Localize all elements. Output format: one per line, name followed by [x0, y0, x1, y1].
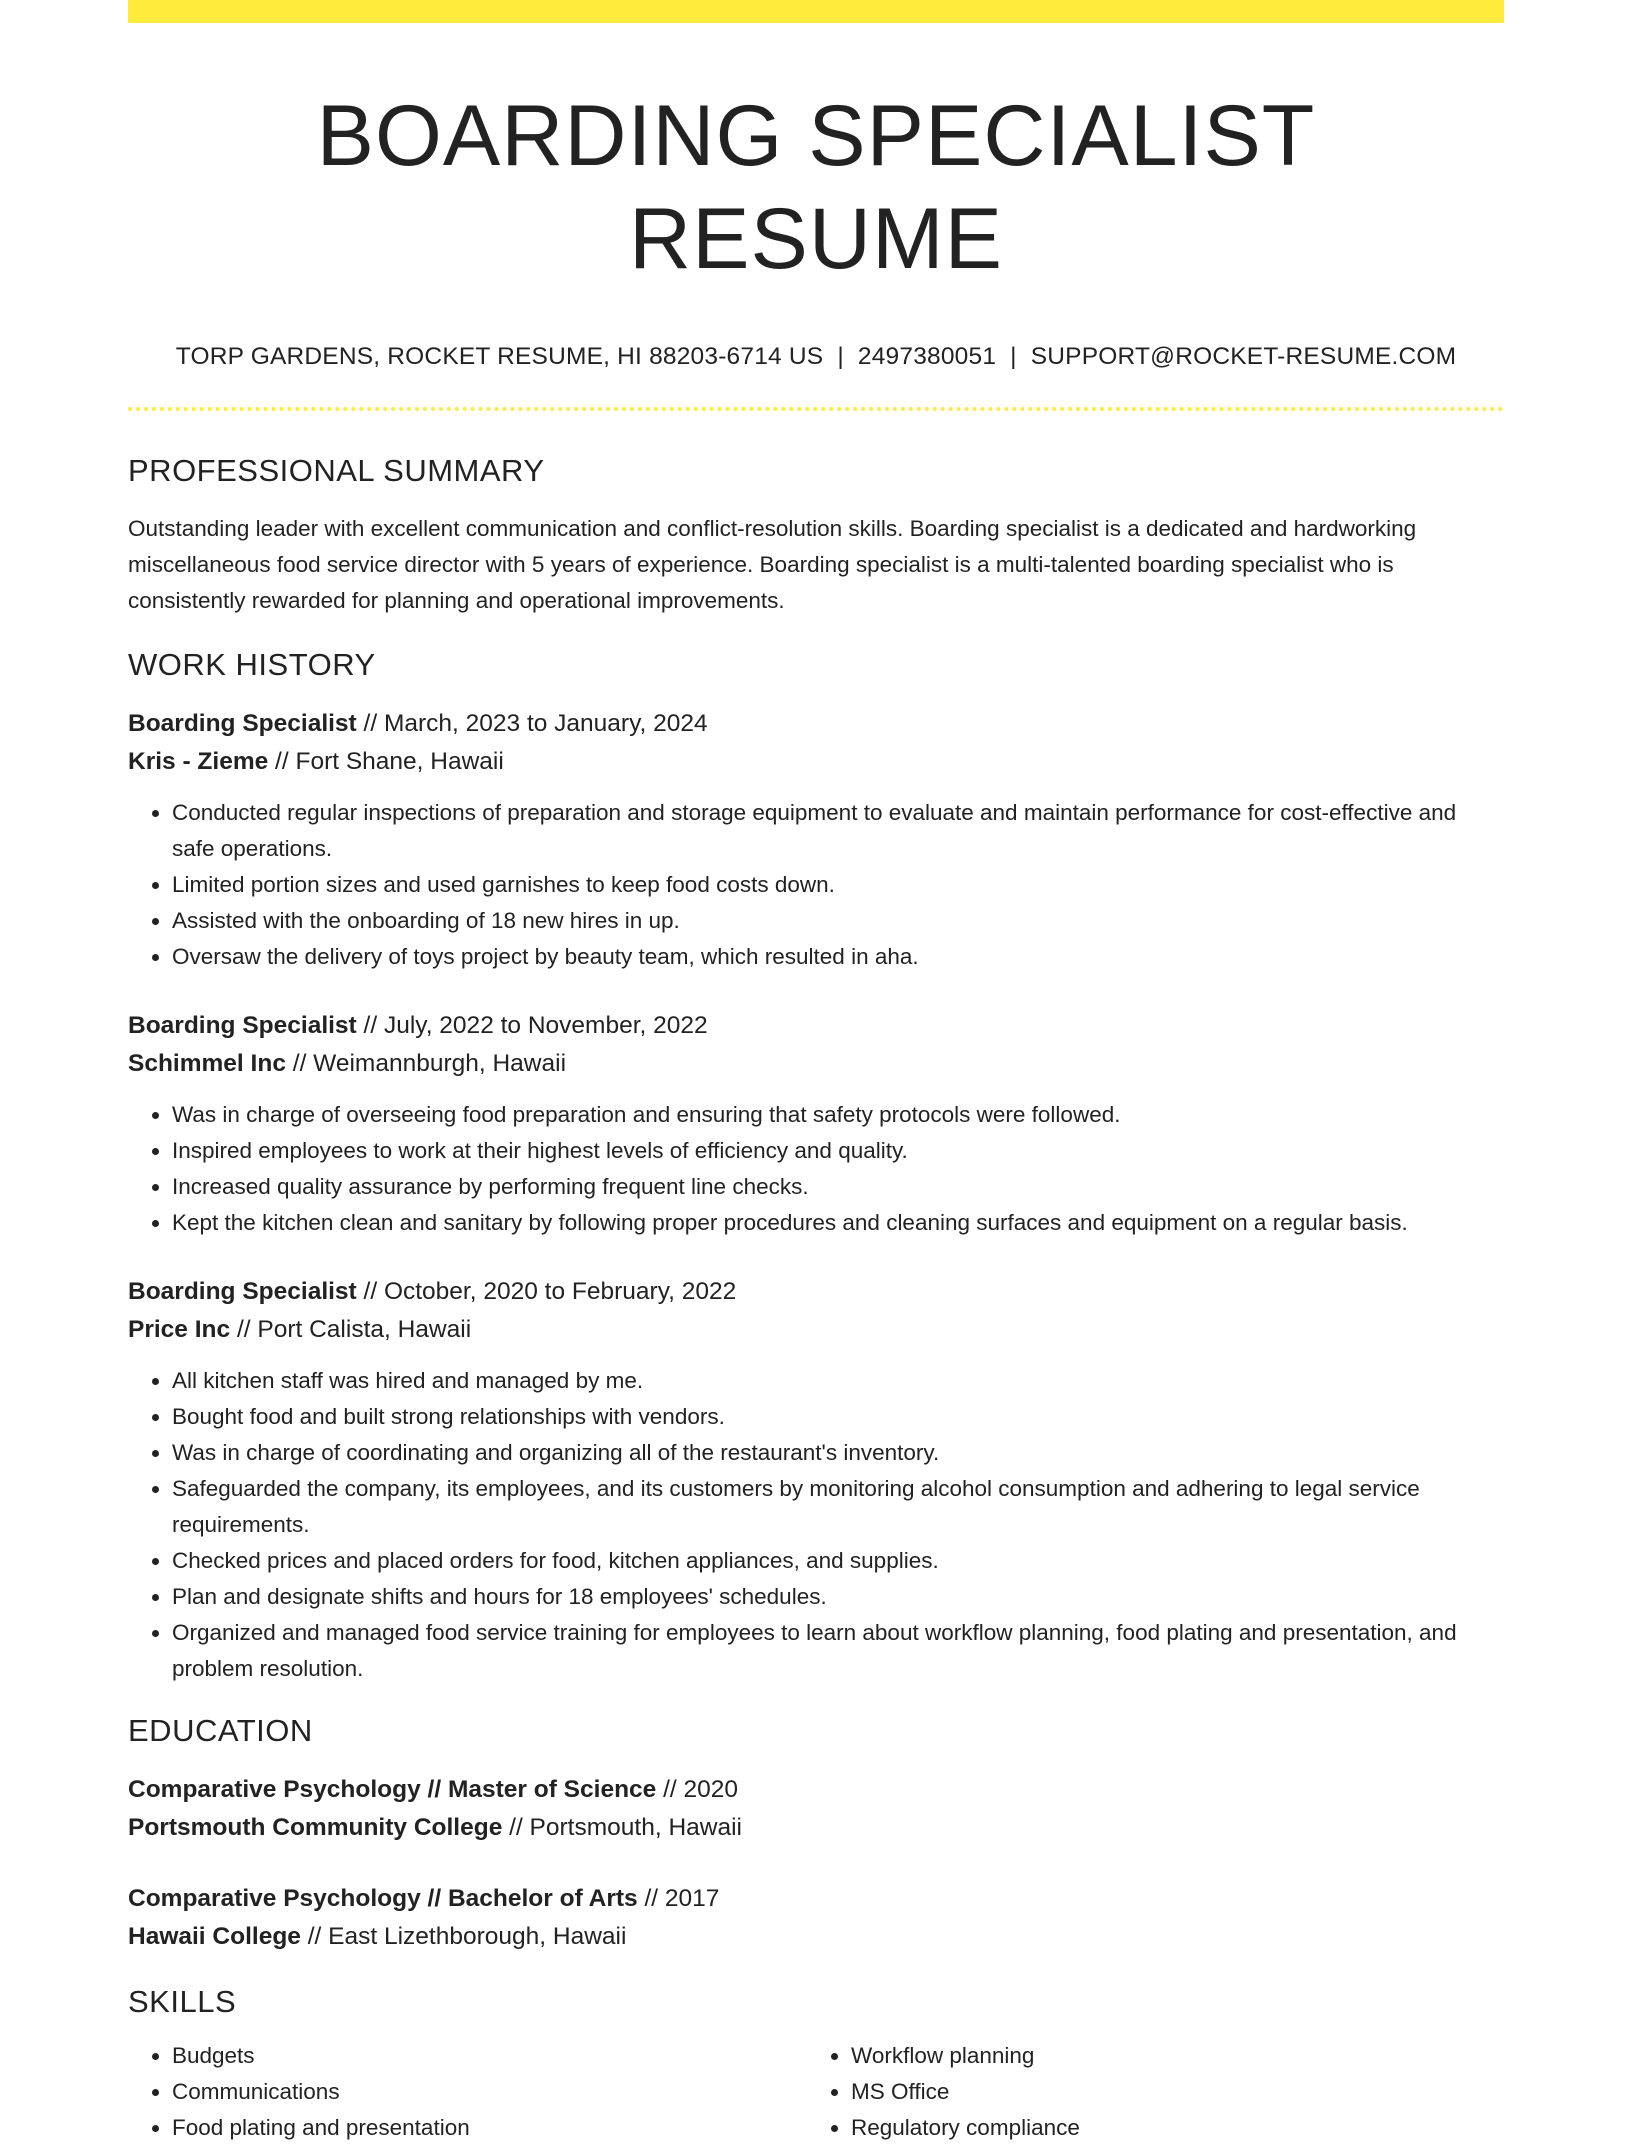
- job-entry: [128, 1007, 1504, 1241]
- list-item: • Workflow planning: [851, 2038, 1486, 2074]
- job-bullets: [128, 1363, 1504, 1687]
- list-item: • Budgets: [172, 2038, 807, 2074]
- education-degree-line: [128, 1880, 1504, 1918]
- list-item: • Checked prices and placed orders for food, kitchen appliances, and supplies.: [172, 1543, 1504, 1579]
- job-company-line: [128, 1311, 1504, 1349]
- education-school-line: [128, 1809, 1504, 1847]
- education-entry: [128, 1880, 1504, 1956]
- education-degree: Comparative Psychology // Master of Science: [128, 1776, 657, 1804]
- job-dates: // July, 2022 to November, 2022: [356, 1012, 708, 1040]
- skills-right-list: [807, 2038, 1486, 2146]
- contact-email: SUPPORT@ROCKET-RESUME.COM: [1030, 343, 1457, 371]
- list-item: • Limited portion sizes and used garnishes to keep food costs down.: [172, 867, 1504, 903]
- job-dates: // March, 2023 to January, 2024: [356, 710, 708, 738]
- education-school-line: [128, 1918, 1504, 1956]
- list-item: • Communications: [172, 2074, 807, 2110]
- summary-text: Outstanding leader with excellent communication and conflict-resolution skills. Boarding specialist is a dedicated and hardworking miscellaneous food service director with 5 years of experience. Boarding specialist is a multi-talented boarding specialist who is consistently rewarded for planning and operational improvements.: [128, 516, 1417, 614]
- contact-address: TORP GARDENS, ROCKET RESUME, HI 88203-6714 US: [175, 343, 824, 371]
- job-location: // Fort Shane, Hawaii: [268, 748, 504, 776]
- list-item: • Was in charge of overseeing food preparation and ensuring that safety protocols were followed.: [172, 1097, 1504, 1133]
- list-item: • MS Office: [851, 2074, 1486, 2110]
- work-history-heading: WORK HISTORY: [128, 647, 376, 683]
- summary-heading: PROFESSIONAL SUMMARY: [128, 453, 545, 489]
- list-item: • Increased quality assurance by performing frequent line checks.: [172, 1169, 1504, 1205]
- dotted-divider: [128, 407, 1504, 411]
- contact-line: [128, 343, 1504, 371]
- job-entry: [128, 1273, 1504, 1687]
- list-item: • Kept the kitchen clean and sanitary by following proper procedures and cleaning surfaces and equipment on a regular basis.: [172, 1205, 1504, 1241]
- education-entry: [128, 1771, 1504, 1847]
- job-company: Schimmel Inc: [128, 1050, 286, 1078]
- job-role: Boarding Specialist: [128, 1012, 357, 1040]
- education-year: // 2020: [656, 1776, 739, 1804]
- education-school: Portsmouth Community College: [128, 1814, 503, 1842]
- resume-page: [128, 0, 1504, 2146]
- education-location: // East Lizethborough, Hawaii: [300, 1923, 627, 1951]
- job-location: // Port Calista, Hawaii: [230, 1316, 472, 1344]
- list-item: • Plan and designate shifts and hours for 18 employees' schedules.: [172, 1579, 1504, 1615]
- job-role: Boarding Specialist: [128, 1278, 357, 1306]
- skills-columns: [128, 2038, 1504, 2146]
- job-location: // Weimannburgh, Hawaii: [285, 1050, 567, 1078]
- job-role-line: [128, 705, 1504, 743]
- education-year: // 2017: [637, 1885, 720, 1913]
- job-role: Boarding Specialist: [128, 710, 357, 738]
- education-degree-line: [128, 1771, 1504, 1809]
- job-bullets: [128, 795, 1504, 975]
- list-item: • Regulatory compliance: [851, 2110, 1486, 2146]
- job-entry: [128, 705, 1504, 975]
- job-role-line: [128, 1273, 1504, 1311]
- job-company-line: [128, 1045, 1504, 1083]
- list-item: • Assisted with the onboarding of 18 new hires in up.: [172, 903, 1504, 939]
- list-item: • Organized and managed food service training for employees to learn about workflow planning, food plating and presentation, and problem resolution.: [172, 1615, 1504, 1687]
- job-company: Price Inc: [128, 1316, 231, 1344]
- job-role-line: [128, 1007, 1504, 1045]
- list-item: • Oversaw the delivery of toys project by beauty team, which resulted in aha.: [172, 939, 1504, 975]
- list-item: • Safeguarded the company, its employees, and its customers by monitoring alcohol consumption and adhering to legal service requirements.: [172, 1471, 1504, 1543]
- education-school: Hawaii College: [128, 1923, 301, 1951]
- resume-title: BOARDING SPECIALIST RESUME: [316, 88, 1316, 288]
- skills-left-list: [128, 2038, 807, 2146]
- top-accent-bar: [128, 0, 1504, 23]
- list-item: • All kitchen staff was hired and managed by me.: [172, 1363, 1504, 1399]
- education-location: // Portsmouth, Hawaii: [502, 1814, 742, 1842]
- skills-heading: SKILLS: [128, 1984, 237, 2020]
- job-bullets: [128, 1097, 1504, 1241]
- list-item: • Food plating and presentation: [172, 2110, 807, 2146]
- list-item: • Inspired employees to work at their highest levels of efficiency and quality.: [172, 1133, 1504, 1169]
- education-degree: Comparative Psychology // Bachelor of Arts: [128, 1885, 638, 1913]
- job-company: Kris - Zieme: [128, 748, 269, 776]
- education-heading: EDUCATION: [128, 1713, 313, 1749]
- job-dates: // October, 2020 to February, 2022: [356, 1278, 737, 1306]
- list-item: • Was in charge of coordinating and organizing all of the restaurant's inventory.: [172, 1435, 1504, 1471]
- contact-phone: 2497380051: [857, 343, 997, 371]
- contact-separator: |: [837, 343, 844, 371]
- list-item: • Bought food and built strong relationships with vendors.: [172, 1399, 1504, 1435]
- contact-separator: |: [1010, 343, 1017, 371]
- list-item: • Conducted regular inspections of preparation and storage equipment to evaluate and maintain performance for cost-effective and safe operations.: [172, 795, 1504, 867]
- job-company-line: [128, 743, 1504, 781]
